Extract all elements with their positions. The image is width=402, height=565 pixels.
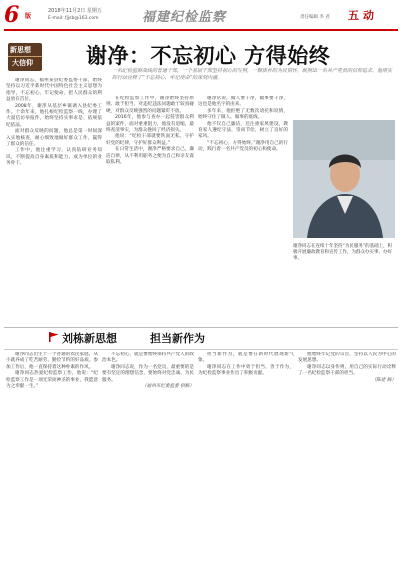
article-column-2 [106, 96, 194, 324]
section-name: 五动 [348, 9, 378, 22]
page-number: 6 [4, 2, 20, 28]
article-column-1 [6, 78, 102, 324]
paper-name: 福建纪检监察 [142, 10, 227, 25]
paragraph: 谢净同志在工作中勇于担当、善于作为，为纪检监察事业作出了积极贡献。 [198, 364, 294, 377]
sub-section-title-right: 担当新作为 [150, 332, 205, 345]
paragraph: 担当新作为，就是要在新时代展现新气象。 [198, 352, 294, 364]
byline: （福州市纪委监委 供稿） [142, 384, 194, 390]
article-intro: 一名纪检监察战线的普通干部，一个基层干部坚持初心的写照，一颗质朴的为民情怀，映照出一名共产党员的信仰追求。他用实际行动诠释了“不忘初心、牢记使命”的深刻内涵。 [112, 68, 393, 81]
byline: （陈建 摘） [371, 377, 396, 383]
page-label: 版 [25, 13, 32, 20]
article-column-3 [198, 96, 288, 324]
paragraph: 多年来，他拒绝了无数次请托和说情，始终守住了做人、做事的底线。 [198, 108, 288, 121]
sub-section-title-left: 刘栋新思想 [62, 332, 117, 345]
portrait-photo [293, 120, 395, 238]
paragraph: 谢净常说，做人要干净，做事要干净，这也是他名字的由来。 [198, 96, 288, 108]
paragraph: 2008年，谢净从基层乡镇调入县纪委工作。十余年来，他扎根纪检监察一线，办理了大量信访举报件，始终坚持实事求是、依规依纪依法。 [6, 103, 102, 128]
email-line: E-mail: fjjsb@163.com [48, 16, 99, 21]
lower-column-1 [6, 352, 98, 562]
lower-column-2 [102, 352, 194, 562]
masthead-rule [4, 29, 398, 31]
paragraph: 谢净同志以身作则，用自己的实际行动诠释了一名纪检监察干部的担当。 [298, 364, 396, 377]
paragraph: 他说：“纪检干部就要铁面无私，守护好党的纪律，守护好群众利益。” [106, 134, 194, 146]
badge-line2: 大信仰 [12, 59, 33, 67]
flag-icon [48, 331, 60, 343]
paragraph: 不忘初心，就是要始终保持共产党人的政治本色。 [102, 352, 194, 364]
paragraph: 他始终牢记党的宗旨，坚持以人民为中心的发展思想。 [298, 352, 396, 364]
photo-caption: 谢净同志在连续十年坚持“为民服务”的基础上，积极开展廉政教育和宣传工作，为群众办实事、办好事。 [293, 244, 393, 261]
sub-section-header [48, 328, 248, 349]
paragraph: 谢净同志热爱纪检监察工作，他说：“纪检监察工作是一项光荣而神圣的事业，我愿意为之奉献一生。” [6, 371, 98, 390]
paragraph: 谢净同志出生于一个普通的农民家庭，从小就养成了吃苦耐劳、勤俭节约的好品质。参加工作后，他一直保持着这种朴素的作风。 [6, 352, 98, 370]
paragraph: 谢净同志，福州某县纪委监委干部，始终坚持以习近平新时代中国特色社会主义思想为指导，不忘初心、牢记使命，把人民群众的利益放在首位。 [6, 78, 102, 103]
badge-line1: 新思想 [10, 46, 31, 54]
sub-header-underline [4, 349, 398, 350]
paragraph: 面对群众反映的问题，他总是第一时间深入实地核查，耐心细致地做好群众工作，赢得了群众的信任。 [6, 129, 102, 148]
column-badge [8, 43, 42, 71]
paragraph: 在纪检监察工作中，谢净始终坚持原则、敢于担当，对违纪违法问题敢于较真碰硬，对群众反映强烈的问题紧盯不放。 [106, 96, 194, 114]
masthead [0, 0, 402, 30]
paragraph: 谢净同志说，作为一名党员，最重要的是要有坚定的理想信念，要始终对党忠诚、为民服务。 [102, 364, 194, 383]
paragraph: 在日常生活中，谢净严格要求自己，廉洁自律，从不利用职务之便为自己和亲友谋取私利。 [106, 147, 194, 166]
paragraph: 2016年，他参与查办一起侵害群众利益的案件，面对重重阻力，他没有退缩，最终查清事实，为群众挽回了经济损失。 [106, 115, 194, 134]
paragraph: 他不仅自己廉洁，还注重家风建设，教育家人遵纪守法，崇尚节俭，树立了良好的家风。 [198, 121, 288, 140]
editor-line: 责任编辑 李 君 [300, 15, 330, 20]
paragraph: 工作中，他注重学习，认真钻研业务知识，不断提高自身素质和能力，成为单位的业务骨干。 [6, 148, 102, 167]
date-line: 2018年11月2日 星期五 [48, 8, 102, 14]
article-headline: 谢净：不忘初心 方得始终 [86, 44, 331, 68]
lower-column-3 [198, 352, 294, 562]
paragraph: “不忘初心，方得始终。”谢净用自己的行动，践行着一名共产党员的初心和使命。 [198, 140, 288, 153]
badge-divider [8, 56, 42, 57]
lower-column-4 [298, 352, 396, 562]
